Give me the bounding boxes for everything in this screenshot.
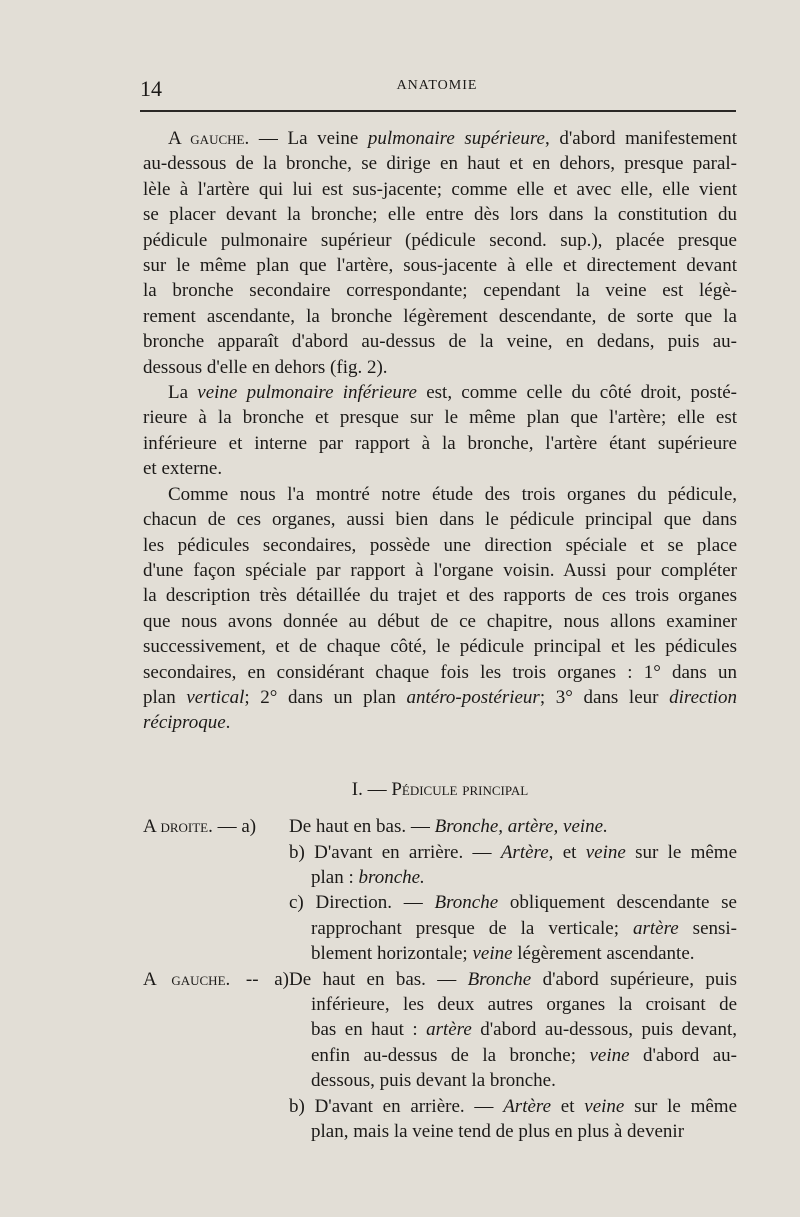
text-line (143, 355, 737, 380)
text-segment: pédicule pulmonaire supérieur (pédicule second. sup.), placée presque (143, 229, 737, 251)
text-line (143, 151, 737, 176)
paragraph (143, 126, 737, 380)
text-segment: A (143, 816, 161, 838)
text-line (143, 482, 737, 507)
italic-text: veine (585, 841, 626, 863)
page-header (140, 74, 734, 102)
text-segment: sur le même plan que l'artère, sous-jacente à elle et directement devant (143, 255, 737, 277)
text-segment: ; 3° dans leur (539, 686, 670, 708)
text-segment: enfin au-dessus de la bronche; (311, 1044, 590, 1066)
text-line (143, 558, 737, 583)
text-segment: sensi- (678, 917, 738, 939)
text-line (143, 710, 737, 735)
section-title (143, 777, 737, 802)
text-line (143, 865, 737, 890)
text-segment: I. — (351, 778, 392, 800)
text-line (143, 1119, 737, 1144)
italic-text: Artère (503, 1095, 552, 1117)
text-segment: successivement, et de chaque côté, le pédicule principal et les pédicules (143, 636, 737, 658)
text-segment: plan, mais la veine tend de plus en plus à devenir (311, 1121, 685, 1143)
text-segment: . -- a) (225, 968, 289, 990)
text-segment: inférieure, les deux autres organes la croisant de (311, 994, 737, 1015)
text-segment: est, comme celle du côté droit, posté- (416, 382, 737, 404)
text-segment: sur le même (625, 841, 738, 863)
text-segment: secondaires, en considérant chaque fois les trois organes : 1° dans un (143, 661, 737, 683)
text-line (143, 634, 737, 659)
text-segment: légèrement ascendante. (512, 943, 695, 965)
italic-text: réciproque (143, 712, 226, 734)
text-segment: plan : (311, 866, 359, 888)
text-line (143, 202, 737, 227)
text-line (143, 253, 737, 278)
text-segment: De haut en bas. — (289, 816, 435, 838)
text-line (143, 583, 737, 608)
text-line (143, 228, 737, 253)
text-segment: bas en haut : (311, 1019, 427, 1041)
text-line (143, 126, 737, 151)
text-segment: d'abord au- (629, 1044, 737, 1066)
italic-text: veine (589, 1044, 630, 1066)
italic-text: direction (669, 686, 738, 708)
text-segment: obliquement descendante se (498, 892, 737, 914)
text-segment: bronche apparaît d'abord au-dessus de la veine, en dedans, puis au- (143, 331, 737, 353)
text-segment: De haut en bas. — (289, 968, 468, 990)
text-line (143, 304, 737, 329)
text-line (143, 507, 737, 532)
text-segment: Comme nous l'a montré notre étude des trois organes du pédicule, (168, 483, 737, 505)
text-segment: A (168, 128, 191, 149)
text-line (143, 1017, 737, 1042)
text-segment: ; 2° dans un plan (244, 686, 407, 708)
text-body (143, 126, 737, 1144)
text-segment: la description très détaillée du trajet et des rapports de ces trois organes (143, 585, 737, 607)
text-line (143, 967, 737, 992)
text-segment: dessous d'elle en dehors (fig. 2). (143, 356, 388, 378)
italic-text: Bronche (434, 892, 499, 914)
text-segment: rieure à la bronche et presque sur le même plan que l'artère; elle est (143, 407, 737, 429)
header-rule (140, 110, 736, 112)
text-segment: d'une façon spéciale par rapport à l'organe voisin. Aussi pour compléter (143, 559, 737, 581)
text-segment: que nous avons donnée au début de ce chapitre, nous allons examiner (143, 610, 737, 632)
list-item (143, 890, 737, 966)
text-segment: et externe. (143, 458, 223, 480)
text-segment: sur le même (624, 1095, 738, 1117)
paragraphs (143, 126, 737, 736)
text-segment: b) D'avant en arrière. — (289, 1095, 504, 1117)
text-segment: d'abord supérieure, puis (531, 968, 737, 990)
text-line (143, 916, 737, 941)
running-head: ANATOMIE (396, 78, 478, 93)
list-item (143, 814, 737, 839)
item-lead (143, 967, 289, 992)
italic-text: Bronche, artère, veine. (434, 816, 608, 838)
text-line (143, 890, 737, 915)
text-segment: , d'abord manifestement (544, 128, 737, 149)
text-segment: inférieure et interne par rapport à la bronche, l'artère étant supérieure (143, 432, 737, 454)
paragraph (143, 380, 737, 482)
text-segment: rapprochant presque de la verticale; (311, 917, 633, 939)
small-caps-text: gauche (190, 128, 245, 149)
text-line (143, 840, 737, 865)
text-line (143, 609, 737, 634)
text-line (143, 1043, 737, 1068)
text-segment: . — a) (208, 816, 257, 838)
text-segment: rement ascendante, la bronche légèrement descendante, de sorte que la (143, 305, 737, 327)
text-segment: et (551, 1095, 585, 1117)
italic-text: artère (632, 917, 679, 939)
text-line (143, 814, 737, 839)
italic-text: bronche. (358, 866, 425, 888)
text-line (143, 329, 737, 354)
text-segment: , et (548, 841, 586, 863)
text-segment: lèle à l'artère qui lui est sus-jacente; comme elle et avec elle, elle vient (143, 178, 737, 200)
list-item (143, 967, 737, 1094)
italic-text: pulmonaire supérieure (367, 128, 545, 149)
text-segment: au-dessous de la bronche, se dirige en haut et en dehors, presque paral- (143, 153, 737, 175)
paragraph (143, 482, 737, 736)
item-lead (143, 814, 289, 839)
italic-text: veine (584, 1095, 625, 1117)
list-item (143, 840, 737, 891)
italic-text: artère (426, 1019, 472, 1041)
text-segment: se placer devant la bronche; elle entre dès lors dans la constitution du (143, 204, 737, 226)
italic-text: antéro-postérieur (406, 686, 540, 708)
small-caps-text: gauche (171, 968, 226, 990)
text-segment: chacun de ces organes, aussi bien dans le pédicule principal que dans (143, 509, 737, 531)
text-line (143, 431, 737, 456)
text-line (143, 941, 737, 966)
text-segment: b) D'avant en arrière. — (289, 841, 501, 863)
text-line (143, 177, 737, 202)
text-segment: plan (143, 686, 187, 708)
text-line (143, 456, 737, 481)
small-caps-text: Pédicule principal (391, 778, 529, 800)
text-line (143, 992, 737, 1017)
text-line (143, 278, 737, 303)
italic-text: veine pulmonaire inférieure (197, 382, 417, 404)
italic-text: vertical (186, 686, 245, 708)
text-segment: dessous, puis devant la bronche. (311, 1070, 556, 1092)
text-segment: blement horizontale; (311, 943, 473, 965)
text-segment: les pédicules secondaires, possède une direction spéciale et se place (143, 534, 737, 556)
text-segment: . (225, 712, 231, 734)
text-segment: La (168, 382, 198, 404)
text-segment: A (143, 968, 172, 990)
text-line (143, 380, 737, 405)
italic-text: veine (472, 943, 513, 965)
text-segment: la bronche secondaire correspondante; cependant la veine est légè- (143, 280, 737, 302)
text-line (143, 405, 737, 430)
italic-text: Artère (500, 841, 549, 863)
text-segment: . — La veine (244, 128, 368, 149)
text-line (143, 685, 737, 710)
item-list (143, 814, 737, 1144)
text-line (143, 1068, 737, 1093)
italic-text: Bronche (467, 968, 532, 990)
small-caps-text: droite (160, 816, 209, 838)
text-line (143, 660, 737, 685)
text-segment: c) Direction. — (289, 892, 435, 914)
text-line (143, 1094, 737, 1119)
text-segment: d'abord au-dessous, puis devant, (471, 1019, 737, 1041)
page-number: 14 (140, 76, 162, 101)
list-item (143, 1094, 737, 1145)
text-line (143, 533, 737, 558)
